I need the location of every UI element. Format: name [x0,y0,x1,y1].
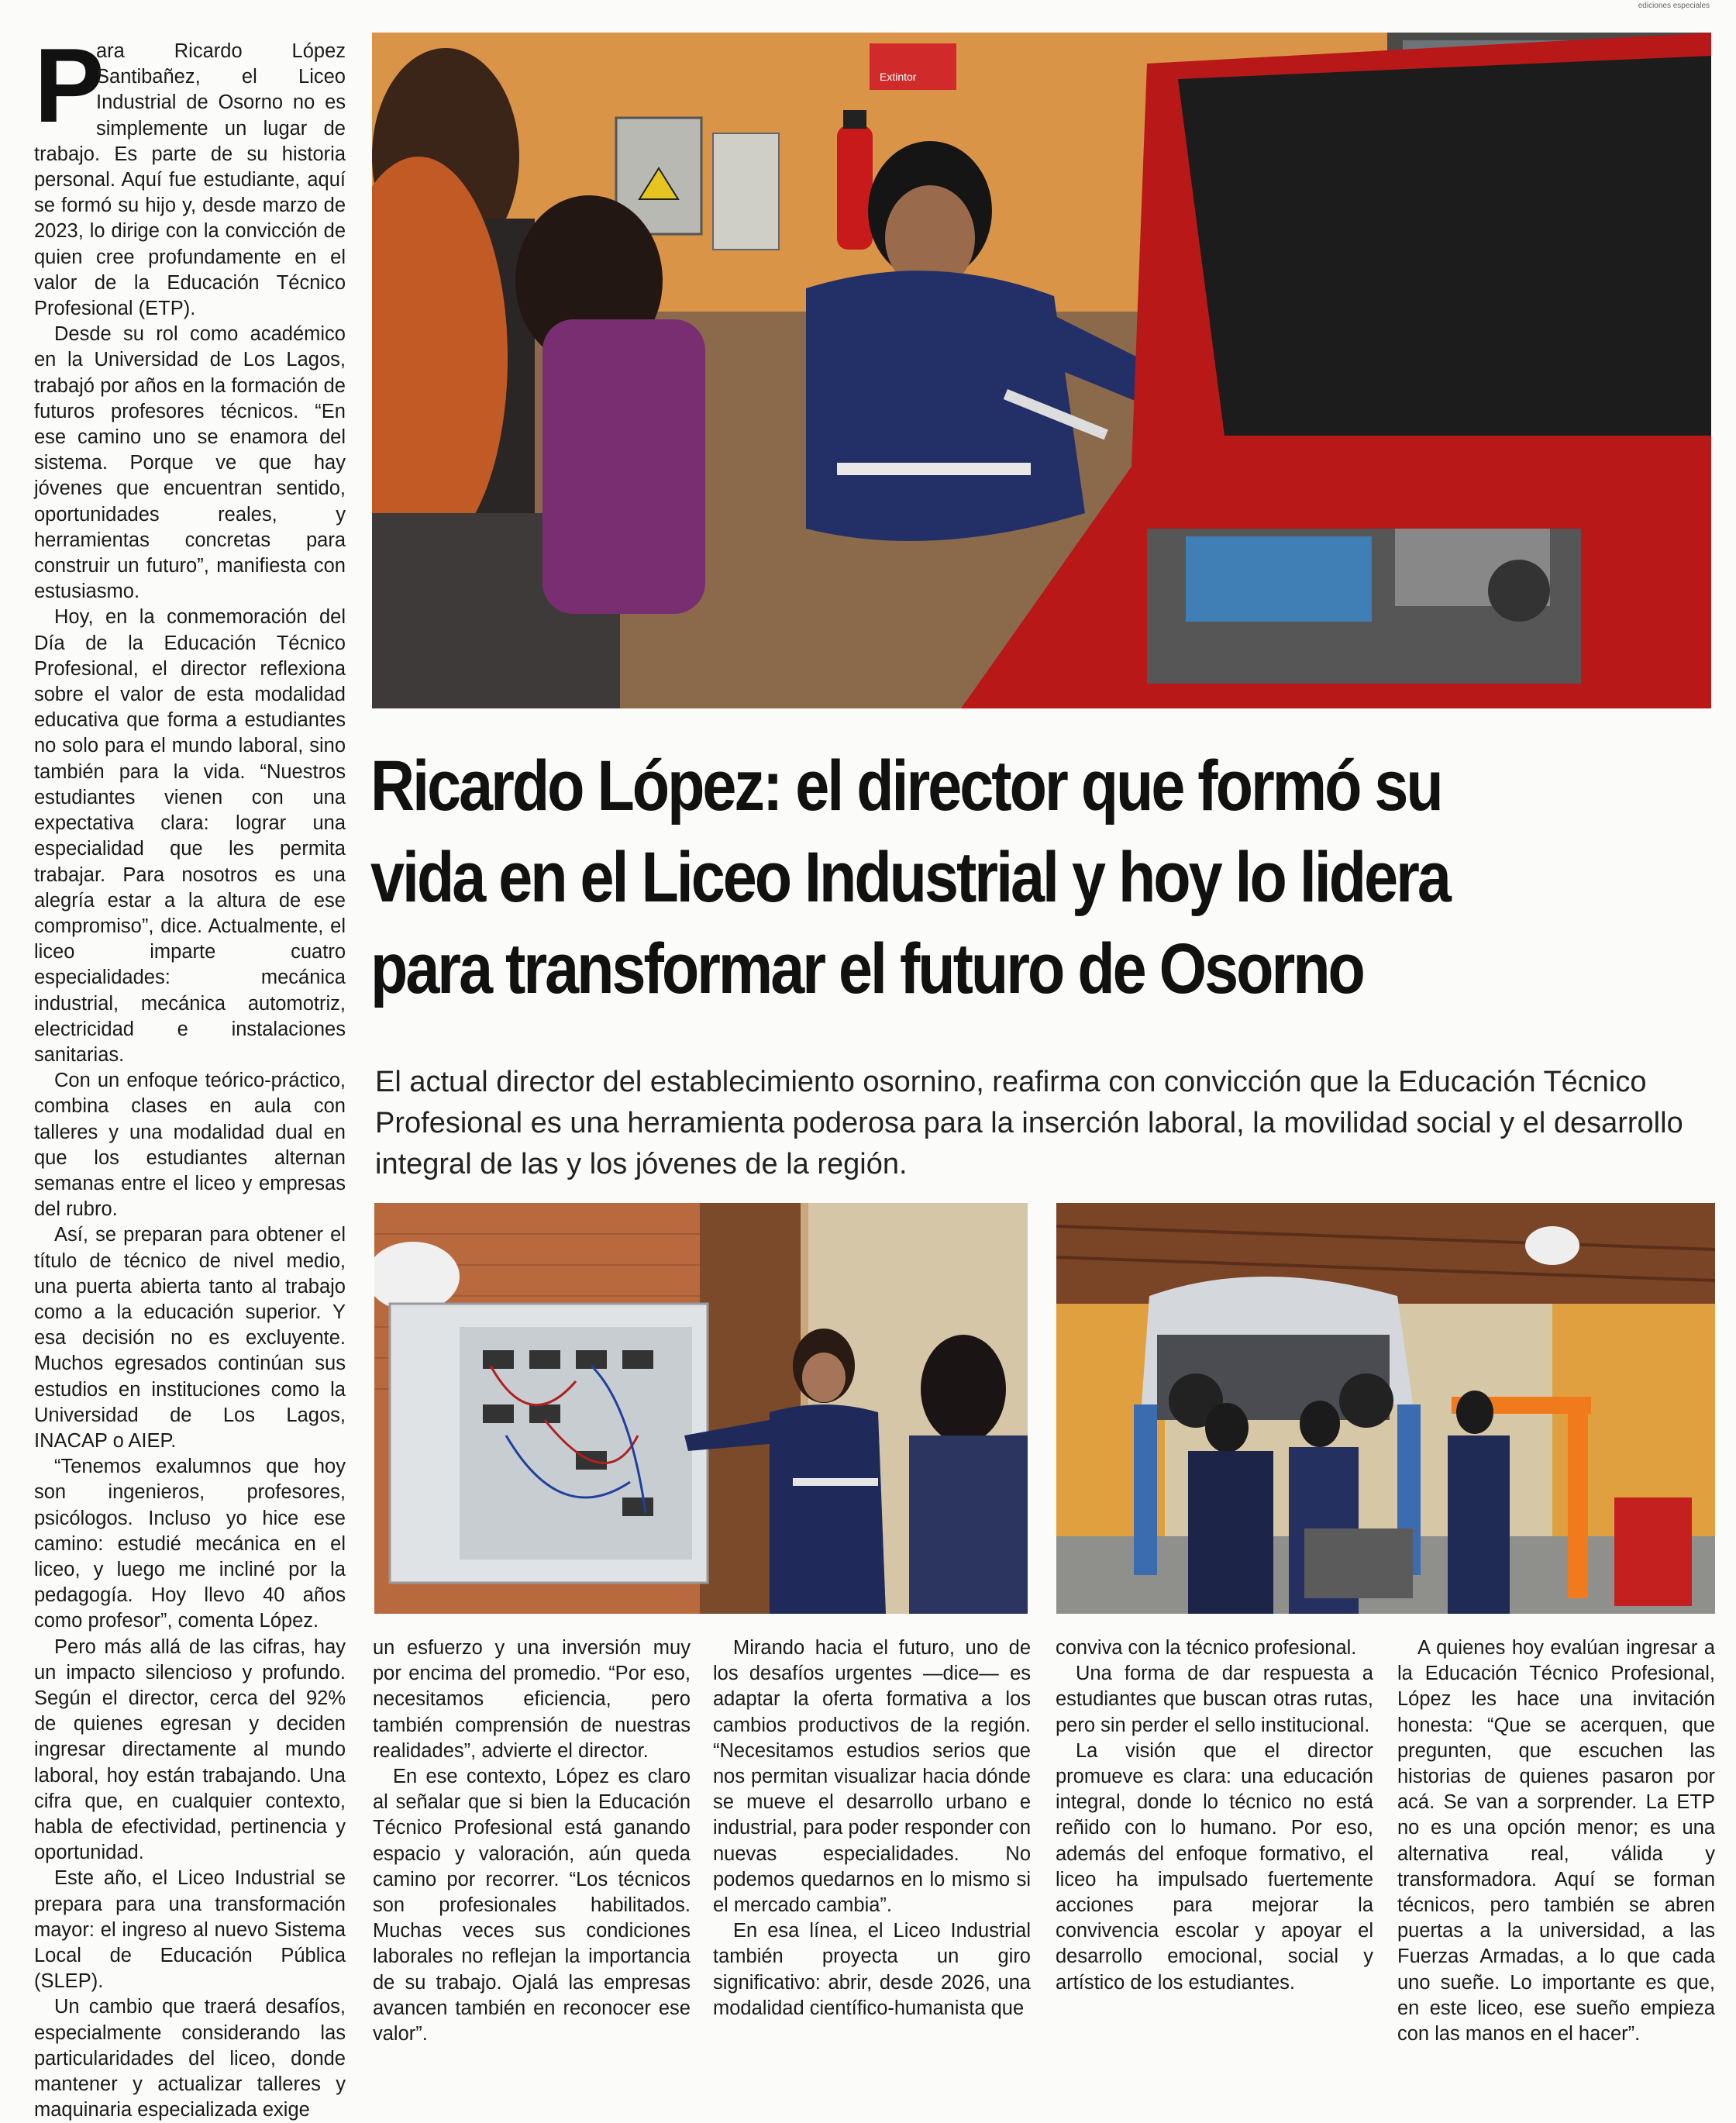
main-photo [372,33,1711,708]
article-paragraph: conviva con la técnico profesional. [1056,1637,1357,1659]
article-column-4 [1056,1635,1373,1996]
automotive-workshop-illustration [1056,1203,1715,1614]
article-paragraph: Con un enfoque teórico-práctico, combina clases en aula con talleres y una modalidad dual en que los estudiantes alternan semanas entre el liceo y empresas del rubro. [34,1070,346,1221]
article-column-5 [1397,1635,1715,2047]
article-paragraph: un esfuerzo y una inversión muy por encima del promedio. “Por eso, necesitamos eficiencia, pero también comprensión de nuestras realidades”, advierte el director. [373,1637,691,1762]
article-paragraph: Pero más allá de las cifras, hay un impacto silencioso y profundo. Según el director, cerca del 92% de quienes egresan y deciden ingresar directamente al mundo laboral, hoy están trabajando. Una cifra que, en cualquier contexto, habla de efectividad, pertinencia y oportunidad. [34,1635,346,1864]
headline: Ricardo López: el director que formó su vida en el Liceo Industrial y hoy lo lidera para transformar el futuro de Osorno [370,746,1449,1008]
article-paragraph: Desde su rol como académico en la Universidad de Los Lagos, trabajó por años en la formación de futuros profesores técnicos. “En ese camino uno se enamora del sistema. Porque ve que hay jóvenes que encuentran sentido, oportunidades reales, y herramientas concretas para construir un futuro”, manifiesta con estusiasmo. [34,323,346,603]
article-column-1 [34,26,346,2123]
main-photo-illustration [372,33,1711,708]
article-paragraph: En esa línea, el Liceo Industrial también proyecta un giro significativo: abrir, desde 2026, una modalidad científico-humanista que [713,1920,1031,2019]
article-paragraph: Hoy, en la conmemoración del Día de la Educación Técnico Profesional, el director reflexiona sobre el valor de esta modalidad educativa que forma a estudiantes no solo para el mundo laboral, sino también para la vida. “Nuestros estudiantes vienen con una expectativa clara: lograr una especialidad que les permita trabajar. Para nosotros es una alegría estar a la altura de ese compromiso”, dice. Actualmente, el liceo imparte cuatro especialidades: mecánica industrial, mecánica automotriz, electricidad e instalaciones sanitarias. [34,606,346,1066]
masthead-tag: ediciones especiales [1638,2,1710,10]
article-paragraph: Este año, el Liceo Industrial se prepara para una transformación mayor: el ingreso al nuevo Sistema Local de Educación Pública (SLEP). [34,1867,346,1993]
article-paragraph: Mirando hacia el futuro, uno de los desafíos urgentes —dice— es adaptar la oferta formativa a los cambios productivos de la región. “Necesitamos estudios serios que nos permitan visualizar hacia dónde se mueve el desarrollo urbano e industrial, para poder responder con nuevas especialidades. No podemos quedarnos en lo mismo si el mercado cambia”. [713,1637,1031,1917]
article-paragraph: En ese contexto, López es claro al señalar que si bien la Educación Técnico Profesional está ganando espacio y valoración, aún queda camino por recorrer. “Los técnicos son profesionales habilitados. Muchas veces sus condiciones laborales no reflejan la importancia de su trabajo. Ojalá las empresas avancen también en reconocer ese valor”. [373,1766,691,2045]
article-column-3 [713,1635,1031,2021]
drop-cap: P [34,26,105,144]
article-paragraph: La visión que el director promueve es clara: una educación integral, donde lo técnico no está reñido con lo humano. Por eso, además del enfoque formativo, el liceo ha impulsado fuertemente acciones para mejorar la convivencia escolar y apoyar el desarrollo emocional, social y artístico de los estudiantes. [1056,1739,1373,1994]
article-paragraph: ara Ricardo López Santibañez, el Liceo Industrial de Osorno no es simplemente un lugar de trabajo. Es parte de su historia personal. Aquí fue estudiante, aquí se formó su hijo y, desde marzo de 2023, lo dirige con la convicción de quien cree profundamente en el valor de la Educación Técnico Profesional (ETP). [34,40,346,320]
electrical-lab-photo [374,1203,1028,1614]
article-paragraph: Un cambio que traerá desafíos, especialmente considerando las particularidades del liceo, donde mantener y actualizar talleres y maquinaria especializada exige [34,1996,346,2121]
article-paragraph: Una forma de dar respuesta a estudiantes que buscan otras rutas, pero sin perder el sello institucional. [1056,1663,1373,1736]
article-paragraph: Así, se preparan para obtener el título de técnico de nivel medio, una puerta abierta tanto al trabajo como a la educación superior. Y esa decisión no es excluyente. Muchos egresados continúan sus estudios en instituciones como la Universidad de Los Lagos, INACAP o AIEP. [34,1224,346,1452]
extintor-sign: Extintor [880,71,917,83]
article-paragraph: “Tenemos exalumnos que hoy son ingenieros, profesores, psicólogos. Incluso yo hice ese camino: estudié mecánica en el liceo, y luego me incliné por la pedagogía. Hoy llevo 40 años como profesor”, comenta López. [34,1456,346,1632]
article-column-2 [373,1635,691,2047]
article-paragraph: A quienes hoy evalúan ingresar a la Educación Técnico Profesional, López les hace una invitación honesta: “Que se acerquen, que pregunten, que escuchen las historias de quienes pasaron por acá. Se van a sorprender. La ETP no es una opción menor; es una alternativa real, válida y transformadora. Aquí se forman técnicos, pero también se abren puertas a la universidad, a las Fuerzas Armadas, a lo que cada uno sueñe. Lo importante es que, en este liceo, ese sueño empieza con las manos en el hacer”. [1397,1637,1715,2045]
subhead: El actual director del establecimiento osornino, reafirma con convicción que la Educación Técnico Profesional es una herramienta poderosa para la inserción laboral, la movilidad social y el desarrollo integral de las y los jóvenes de la región. [375,1066,1683,1180]
electrical-lab-illustration [374,1203,1028,1614]
automotive-workshop-photo [1056,1203,1715,1614]
